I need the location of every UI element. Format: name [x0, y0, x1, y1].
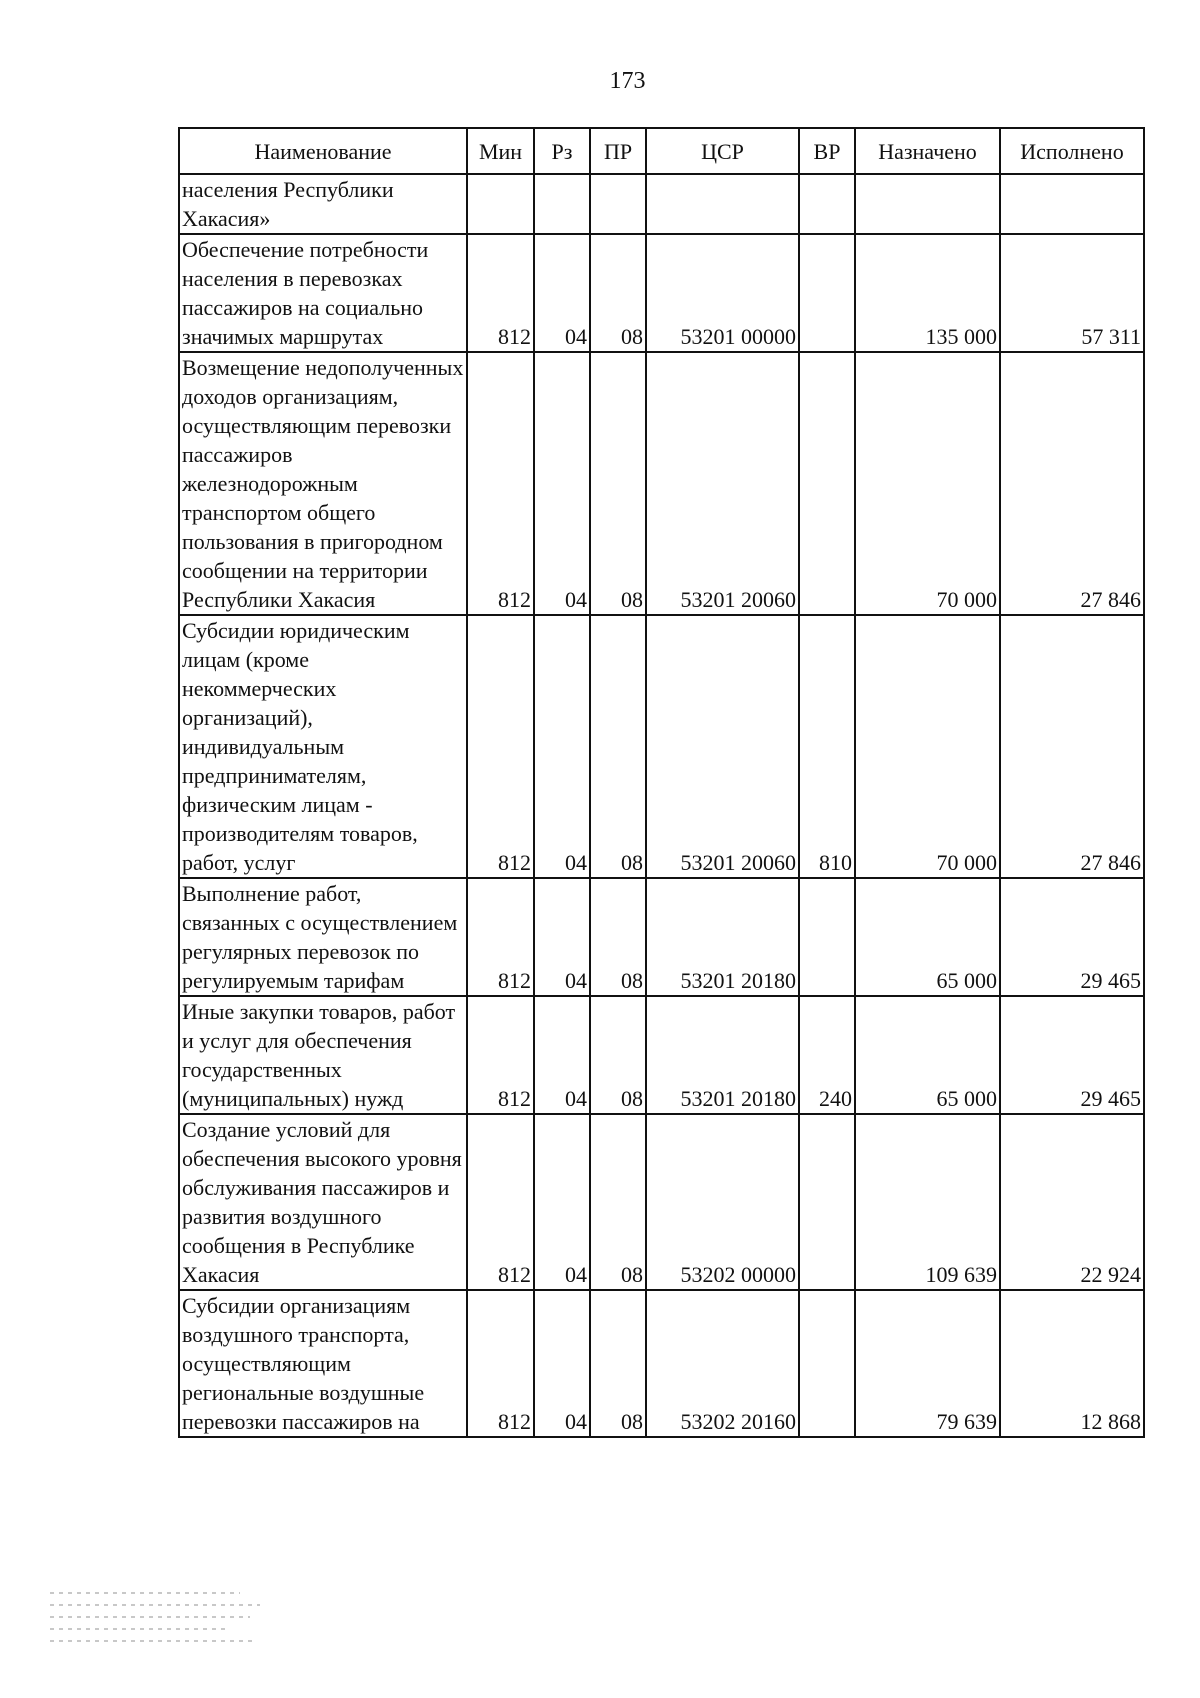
- cell-name: Выполнение работ, связанных с осуществлением регулярных перевозок по регулируемым тарифам: [179, 878, 467, 996]
- header-row: [179, 128, 1144, 174]
- cell-min: 812: [467, 352, 534, 615]
- cell-assigned: 65 000: [855, 996, 1000, 1114]
- cell-rz: [534, 174, 590, 234]
- table-row: [179, 1290, 1144, 1437]
- cell-executed: 27 846: [1000, 615, 1144, 878]
- cell-rz: 04: [534, 1114, 590, 1290]
- cell-vr: [799, 234, 855, 352]
- cell-assigned: 70 000: [855, 615, 1000, 878]
- cell-csr: 53201 20060: [646, 615, 799, 878]
- page-number: 173: [609, 68, 646, 94]
- cell-pr: 08: [590, 615, 646, 878]
- header-csr: ЦСР: [646, 128, 799, 174]
- cell-csr: 53201 00000: [646, 234, 799, 352]
- cell-executed: 27 846: [1000, 352, 1144, 615]
- cell-pr: 08: [590, 996, 646, 1114]
- cell-assigned: 79 639: [855, 1290, 1000, 1437]
- cell-rz: 04: [534, 615, 590, 878]
- cell-pr: 08: [590, 1114, 646, 1290]
- cell-csr: 53201 20180: [646, 996, 799, 1114]
- cell-csr: 53202 20160: [646, 1290, 799, 1437]
- cell-vr: [799, 174, 855, 234]
- scan-artifact: [50, 1592, 270, 1672]
- cell-pr: [590, 174, 646, 234]
- cell-assigned: [855, 174, 1000, 234]
- table-row: [179, 352, 1144, 615]
- cell-pr: 08: [590, 878, 646, 996]
- cell-vr: 810: [799, 615, 855, 878]
- cell-min: 812: [467, 1290, 534, 1437]
- cell-vr: 240: [799, 996, 855, 1114]
- cell-pr: 08: [590, 234, 646, 352]
- cell-assigned: 70 000: [855, 352, 1000, 615]
- table-row: [179, 234, 1144, 352]
- cell-executed: 29 465: [1000, 878, 1144, 996]
- cell-executed: 22 924: [1000, 1114, 1144, 1290]
- table-row: [179, 878, 1144, 996]
- cell-min: 812: [467, 615, 534, 878]
- cell-name: Обеспечение потребности населения в перевозках пассажиров на социально значимых маршрутах: [179, 234, 467, 352]
- cell-min: 812: [467, 878, 534, 996]
- cell-csr: 53201 20180: [646, 878, 799, 996]
- cell-executed: 57 311: [1000, 234, 1144, 352]
- cell-name: Иные закупки товаров, работ и услуг для обеспечения государственных (муниципальных) нужд: [179, 996, 467, 1114]
- cell-vr: [799, 1290, 855, 1437]
- cell-pr: 08: [590, 1290, 646, 1437]
- cell-executed: [1000, 174, 1144, 234]
- table-row: [179, 996, 1144, 1114]
- cell-csr: [646, 174, 799, 234]
- table-row: [179, 1114, 1144, 1290]
- cell-csr: 53201 20060: [646, 352, 799, 615]
- cell-min: 812: [467, 1114, 534, 1290]
- cell-pr: 08: [590, 352, 646, 615]
- cell-name: Субсидии организациям воздушного транспорта, осуществляющим региональные воздушные перевозки пассажиров на: [179, 1290, 467, 1437]
- header-min: Мин: [467, 128, 534, 174]
- cell-rz: 04: [534, 878, 590, 996]
- table-row: [179, 174, 1144, 234]
- cell-name: населения Республики Хакасия»: [179, 174, 467, 234]
- cell-name: Создание условий для обеспечения высокого уровня обслуживания пассажиров и развития воздушного сообщения в Республике Хакасия: [179, 1114, 467, 1290]
- header-executed: Исполнено: [1000, 128, 1144, 174]
- header-pr: ПР: [590, 128, 646, 174]
- cell-min: 812: [467, 996, 534, 1114]
- cell-rz: 04: [534, 1290, 590, 1437]
- cell-rz: 04: [534, 234, 590, 352]
- cell-assigned: 135 000: [855, 234, 1000, 352]
- header-name: Наименование: [179, 128, 467, 174]
- cell-rz: 04: [534, 352, 590, 615]
- budget-table: [178, 127, 1145, 1438]
- cell-vr: [799, 352, 855, 615]
- cell-csr: 53202 00000: [646, 1114, 799, 1290]
- header-assigned: Назначено: [855, 128, 1000, 174]
- cell-assigned: 109 639: [855, 1114, 1000, 1290]
- cell-vr: [799, 878, 855, 996]
- cell-name: Возмещение недополученных доходов организациям, осуществляющим перевозки пассажиров железнодорожным транспортом общего пользования в пригородном сообщении на территории Республики Хакасия: [179, 352, 467, 615]
- header-vr: ВР: [799, 128, 855, 174]
- cell-min: [467, 174, 534, 234]
- header-rz: Рз: [534, 128, 590, 174]
- cell-assigned: 65 000: [855, 878, 1000, 996]
- cell-name: Субсидии юридическим лицам (кроме некоммерческих организаций), индивидуальным предпринимателям, физическим лицам - производителям товаров, работ, услуг: [179, 615, 467, 878]
- cell-executed: 12 868: [1000, 1290, 1144, 1437]
- cell-executed: 29 465: [1000, 996, 1144, 1114]
- cell-vr: [799, 1114, 855, 1290]
- cell-rz: 04: [534, 996, 590, 1114]
- table-row: [179, 615, 1144, 878]
- cell-min: 812: [467, 234, 534, 352]
